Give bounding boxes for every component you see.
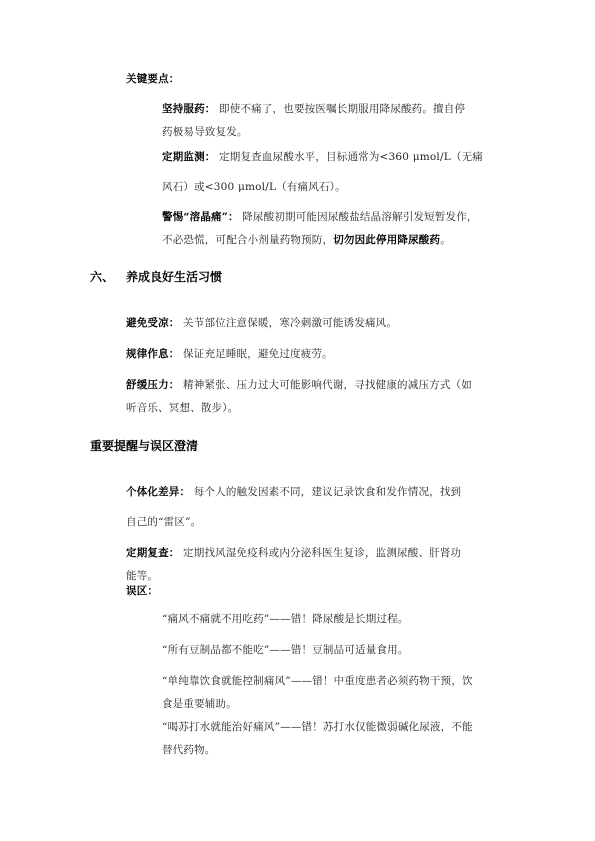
key-point-label: 坚持服药： xyxy=(162,103,216,115)
key-point-text-continued: 风石）或<300 μmol/L（有痛风石）。 xyxy=(162,181,346,193)
key-point-text: 定期复查血尿酸水平，目标通常为<360 μmol/L（无痛 xyxy=(219,151,483,163)
reminder-label: 定期复查： xyxy=(126,547,180,559)
myth-item: “单纯靠饮食就能控制痛风”——错！中重度患者必须药物干预，饮 xyxy=(162,675,473,687)
section6-title: 养成良好生活习惯 xyxy=(126,270,223,284)
habit-label: 舒缓压力： xyxy=(126,379,180,391)
key-point-text: 即使不痛了，也要按医嘱长期服用降尿酸药。擅自停 xyxy=(219,103,466,115)
key-point-label: 定期监测： xyxy=(162,151,216,163)
reminder-label: 个体化差异： xyxy=(126,486,191,498)
myths-label: 误区： xyxy=(126,585,159,597)
habit-label: 避免受凉： xyxy=(126,317,180,329)
key-points-heading: 关键要点： xyxy=(126,73,180,85)
habit-text: 关节部位注意保暖，寒冷刺激可能诱发痛风。 xyxy=(183,317,398,329)
key-point-text-continued xyxy=(162,233,451,247)
key-point-text: 不必恐慌，可配合小剂量药物预防， xyxy=(162,234,334,246)
myth-item: “痛风不痛就不用吃药”——错！降尿酸是长期过程。 xyxy=(162,613,409,625)
myth-item: “喝苏打水就能治好痛风”——错！苏打水仅能微弱碱化尿液，不能 xyxy=(162,721,473,733)
key-point-warning: 切勿因此停用降尿酸药 xyxy=(333,234,441,246)
reminder-checkup xyxy=(126,546,461,560)
key-point-text: 降尿酸初期可能因尿酸盐结晶溶解引发短暂发作， xyxy=(242,211,478,223)
habit-text-continued: 听音乐、冥想、散步）。 xyxy=(126,402,239,414)
myth-item: “所有豆制品都不能吃”——错！豆制品可适量食用。 xyxy=(162,644,409,656)
habit-text: 保证充足睡眠，避免过度疲劳。 xyxy=(183,348,333,360)
key-point-text-continued: 药极易导致复发。 xyxy=(162,126,248,138)
key-point-label: 警惕“溶晶痛”： xyxy=(162,211,239,223)
reminder-text: 定期找风湿免疫科或内分泌科医生复诊，监测尿酸、肝肾功 xyxy=(183,547,462,559)
key-point-monitoring xyxy=(162,150,483,164)
habit-text: 精神紧张、压力过大可能影响代谢，寻找健康的减压方式（如 xyxy=(183,379,472,391)
reminder-text: 每个人的触发因素不同，建议记录饮食和发作情况，找到 xyxy=(193,486,462,498)
section6-number: 六、 xyxy=(90,270,115,284)
key-point-text: 。 xyxy=(440,234,451,246)
reminders-title: 重要提醒与误区澄清 xyxy=(90,439,199,453)
key-point-medication xyxy=(162,102,465,116)
reminder-text-continued: 能等。 xyxy=(126,570,159,582)
habit-label: 规律作息： xyxy=(126,348,180,360)
habit-avoid-cold xyxy=(126,316,397,330)
habit-regular-rest xyxy=(126,347,333,361)
key-point-dissolution-pain xyxy=(162,210,478,224)
habit-relieve-stress xyxy=(126,378,472,392)
myth-item-continued: 食是重要辅助。 xyxy=(162,698,237,710)
reminder-individual xyxy=(126,485,461,499)
reminder-text-continued: 自己的“雷区”。 xyxy=(126,516,202,528)
myth-item-continued: 替代药物。 xyxy=(162,744,216,756)
